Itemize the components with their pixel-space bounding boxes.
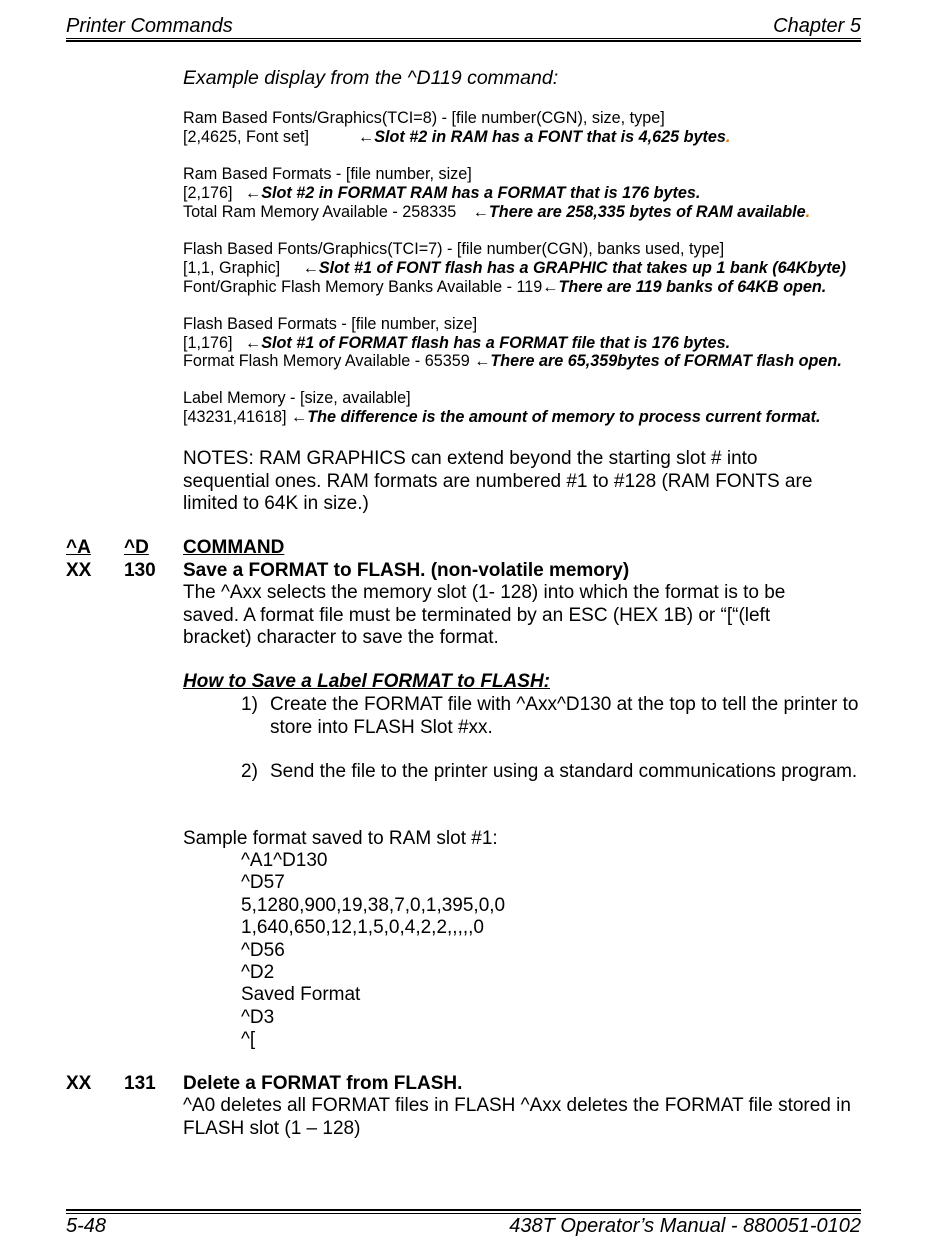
- cmd130-description: The ^Axx selects the memory slot (1- 128) into which the format is to be saved. A format file must be terminated by an ESC (HEX 1B) or “[“(left bracket) character to save the format.: [183, 582, 786, 648]
- flash-fonts-value: [1,1, Graphic]: [183, 259, 281, 277]
- column-header-command: COMMAND: [183, 537, 285, 558]
- cmd131-d: 131: [124, 1073, 156, 1094]
- label-mem-row: [183, 408, 821, 427]
- cmd130-d: 130: [124, 560, 156, 581]
- font-banks-note: ←There are 119 banks of 64KB open.: [542, 278, 827, 296]
- sample-line: ^D3: [241, 1007, 275, 1028]
- footer-rule-thick: [66, 1209, 861, 1211]
- ram-fonts-row: [183, 128, 731, 147]
- ram-formats-header: Ram Based Formats - [file number, size]: [183, 165, 472, 183]
- notes-paragraph: NOTES: RAM GRAPHICS can extend beyond the starting slot # into sequential ones. RAM formats are numbered #1 to #128 (RAM FONTS are limited to 64K in size.): [183, 448, 813, 514]
- flash-fonts-header: Flash Based Fonts/Graphics(TCI=7) - [file number(CGN), banks used, type]: [183, 240, 725, 258]
- arrow-left-icon: ←: [245, 184, 262, 202]
- sample-line: 1,640,650,12,1,5,0,4,2,2,,,,,0: [241, 917, 484, 938]
- arrow-left-icon: ←: [472, 203, 489, 221]
- font-banks-row: [183, 278, 826, 297]
- cmd131-a: XX: [66, 1073, 92, 1094]
- total-ram-row: [183, 203, 810, 222]
- flash-fonts-row: [183, 259, 846, 278]
- total-ram-note: ←There are 258,335 bytes of RAM available.: [472, 203, 811, 221]
- step-1-text: Create the FORMAT file with ^Axx^D130 at the top to tell the printer to store into FLASH Slot #xx.: [270, 694, 859, 738]
- flash-fonts-note: ←Slot #1 of FONT flash has a GRAPHIC that takes up 1 bank (64Kbyte): [302, 259, 846, 277]
- ram-formats-value: [2,176]: [183, 184, 233, 202]
- arrow-left-icon: ←: [358, 128, 375, 146]
- label-mem-note: ←The difference is the amount of memory to process current format.: [291, 408, 821, 426]
- header-rule-thick: [66, 40, 861, 42]
- header-left: Printer Commands: [66, 15, 233, 37]
- cmd131-title: Delete a FORMAT from FLASH.: [183, 1073, 463, 1094]
- footer-rule-thin: [66, 1213, 861, 1214]
- sample-line: ^D57: [241, 872, 285, 893]
- ram-formats-row: [183, 184, 700, 203]
- ram-fonts-value: [2,4625, Font set]: [183, 128, 309, 146]
- flash-formats-row: [183, 334, 730, 353]
- label-mem-value: [43231,41618]: [183, 408, 287, 426]
- sample-line: Saved Format: [241, 984, 361, 1005]
- arrow-left-icon: ←: [291, 408, 308, 426]
- howto-title: How to Save a Label FORMAT to FLASH:: [183, 671, 550, 692]
- example-title: Example display from the ^D119 command:: [183, 67, 559, 89]
- cmd130-a: XX: [66, 560, 92, 581]
- ram-formats-note: ←Slot #2 in FORMAT RAM has a FORMAT that is 176 bytes.: [245, 184, 701, 202]
- ram-fonts-header: Ram Based Fonts/Graphics(TCI=8) - [file number(CGN), size, type]: [183, 109, 665, 127]
- header-right: Chapter 5: [773, 15, 861, 37]
- column-header-d: ^D: [124, 537, 149, 558]
- cmd130-title: Save a FORMAT to FLASH. (non-volatile memory): [183, 560, 630, 581]
- flash-formats-value: [1,176]: [183, 334, 233, 352]
- flash-formats-note: ←Slot #1 of FORMAT flash has a FORMAT file that is 176 bytes.: [245, 334, 731, 352]
- footer-manual-title: 438T Operator’s Manual - 880051-0102: [509, 1215, 861, 1237]
- format-flash-note: ←There are 65,359bytes of FORMAT flash open.: [474, 352, 842, 370]
- cmd131-description: ^A0 deletes all FORMAT files in FLASH ^Axx deletes the FORMAT file stored in FLASH slot (1 – 128): [183, 1095, 851, 1139]
- sample-line: ^D56: [241, 940, 285, 961]
- format-flash-row: [183, 352, 842, 371]
- step-1-number: 1): [241, 694, 258, 715]
- column-header-a: ^A: [66, 537, 91, 558]
- sample-line: ^A1^D130: [241, 850, 328, 871]
- arrow-left-icon: ←: [302, 259, 319, 277]
- step-2-text: Send the file to the printer using a standard communications program.: [270, 761, 858, 782]
- sample-line: ^D2: [241, 962, 275, 983]
- format-flash-value: Format Flash Memory Available - 65359: [183, 352, 470, 370]
- arrow-left-icon: ←: [245, 334, 262, 352]
- total-ram-value: Total Ram Memory Available - 258335: [183, 203, 457, 221]
- header-rule-thin: [66, 38, 861, 39]
- label-mem-header: Label Memory - [size, available]: [183, 389, 411, 407]
- sample-title: Sample format saved to RAM slot #1:: [183, 828, 498, 849]
- ram-fonts-note: ←Slot #2 in RAM has a FONT that is 4,625 bytes.: [358, 128, 731, 146]
- sample-line: ^[: [241, 1029, 256, 1050]
- arrow-left-icon: ←: [474, 352, 491, 370]
- arrow-left-icon: ←: [542, 278, 559, 296]
- flash-formats-header: Flash Based Formats - [file number, size]: [183, 315, 478, 333]
- step-2-number: 2): [241, 761, 258, 782]
- sample-line: 5,1280,900,19,38,7,0,1,395,0,0: [241, 895, 506, 916]
- font-banks-value: Font/Graphic Flash Memory Banks Available - 119: [183, 278, 543, 296]
- footer-page-number: 5-48: [66, 1215, 107, 1237]
